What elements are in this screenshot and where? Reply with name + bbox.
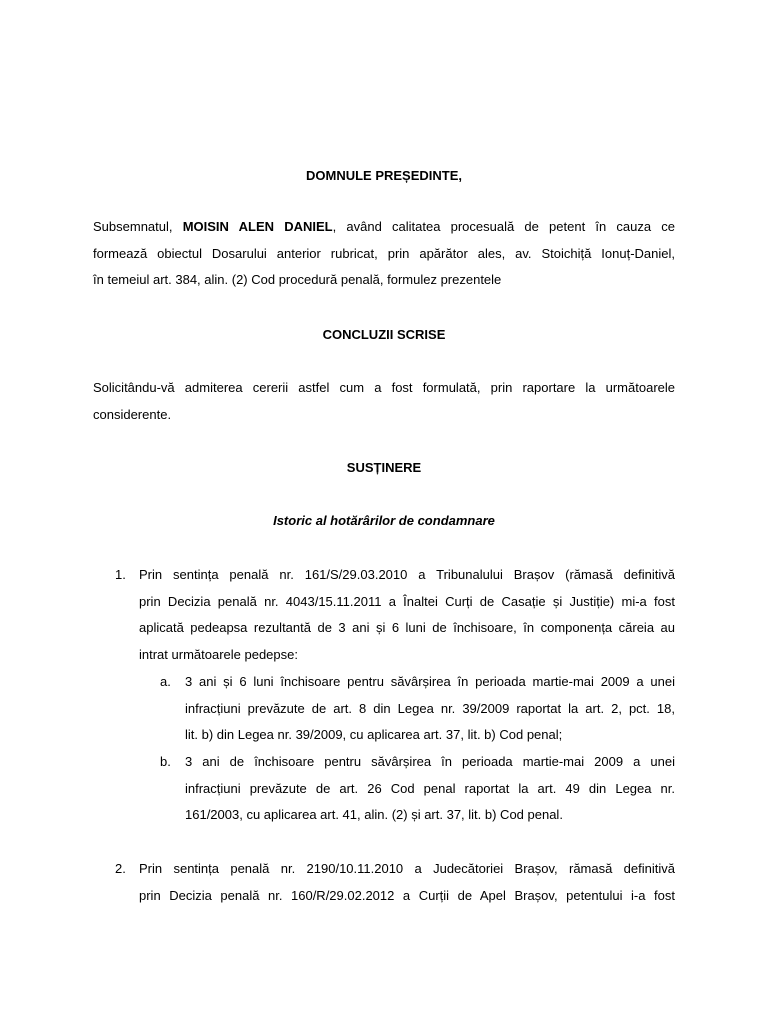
list-item-line: prin Decizia penală nr. 4043/15.11.2011 a Înaltei Curți de Casație și Justiție) mi-a fost [139,593,675,609]
intro-suffix: , având calitatea procesuală de petent în cauza ce [332,219,676,234]
request-line-2: considerente. [93,406,172,422]
list-item-line: Prin sentința penală nr. 2190/10.11.2010 a Judecătoriei Brașov, rămasă definitivă [139,861,675,876]
section-heading: SUSȚINERE [346,460,422,475]
document-title: CONCLUZII SCRISE [322,327,446,342]
request-line-1: Solicitându-vă admiterea cererii astfel cum a fost formulată, prin raportare la următoarele [93,380,675,395]
subsection-heading: Istoric al hotărârilor de condamnare [273,513,495,528]
subitem-text [185,749,675,829]
document-heading: DOMNULE PREȘEDINTE, [305,168,462,183]
intro-line-3: în temeiul art. 384, alin. (2) Cod procedură penală, formulez prezentele [93,272,502,288]
subitem-line: 3 ani și 6 luni închisoare pentru săvârșirea în perioada martie-mai 2009 a unei [185,674,675,689]
subitem-line: infracțiuni prevăzute de art. 8 din Legea nr. 39/2009 raportat la art. 2, pct. 18, [185,700,675,716]
list-item-text [139,562,675,669]
petitioner-name: MOISIN ALEN DANIEL [182,219,333,234]
list-item-line: prin Decizia penală nr. 160/R/29.02.2012 a Curții de Apel Brașov, petentului i-a fost [139,887,675,903]
intro-paragraph [93,214,675,294]
list-item-line: aplicată pedeapsa rezultantă de 3 ani și 6 luni de închisoare, în componența căreia au [139,620,675,636]
subitem-line: lit. b) din Legea nr. 39/2009, cu aplicarea art. 37, lit. b) Cod penal; [185,727,563,743]
list-item-number: 1. [115,567,126,582]
intro-line-2: formează obiectul Dosarului anterior rubricat, prin apărător ales, av. Stoichiță Ionuț-Daniel, [93,245,675,261]
subitem-line: 3 ani de închisoare pentru săvârșirea în perioada martie-mai 2009 a unei [185,754,675,769]
intro-line-1 [93,214,675,241]
intro-prefix: Subsemnatul, [93,219,183,234]
list-item-line: Prin sentința penală nr. 161/S/29.03.2010 a Tribunalului Brașov (rămasă definitivă [139,567,675,582]
list-item-line: intrat următoarele pedepse: [139,647,298,663]
subitem-line: 161/2003, cu aplicarea art. 41, alin. (2) și art. 37, lit. b) Cod penal. [185,807,563,823]
subitem-text [185,669,675,749]
subitem-letter: a. [160,674,171,689]
list-item-number: 2. [115,861,126,876]
subitem-line: infracțiuni prevăzute de art. 26 Cod penal raportat la art. 49 din Legea nr. [185,780,675,796]
subitem-letter: b. [160,754,171,769]
list-item-text [139,856,675,909]
request-paragraph [93,375,675,428]
